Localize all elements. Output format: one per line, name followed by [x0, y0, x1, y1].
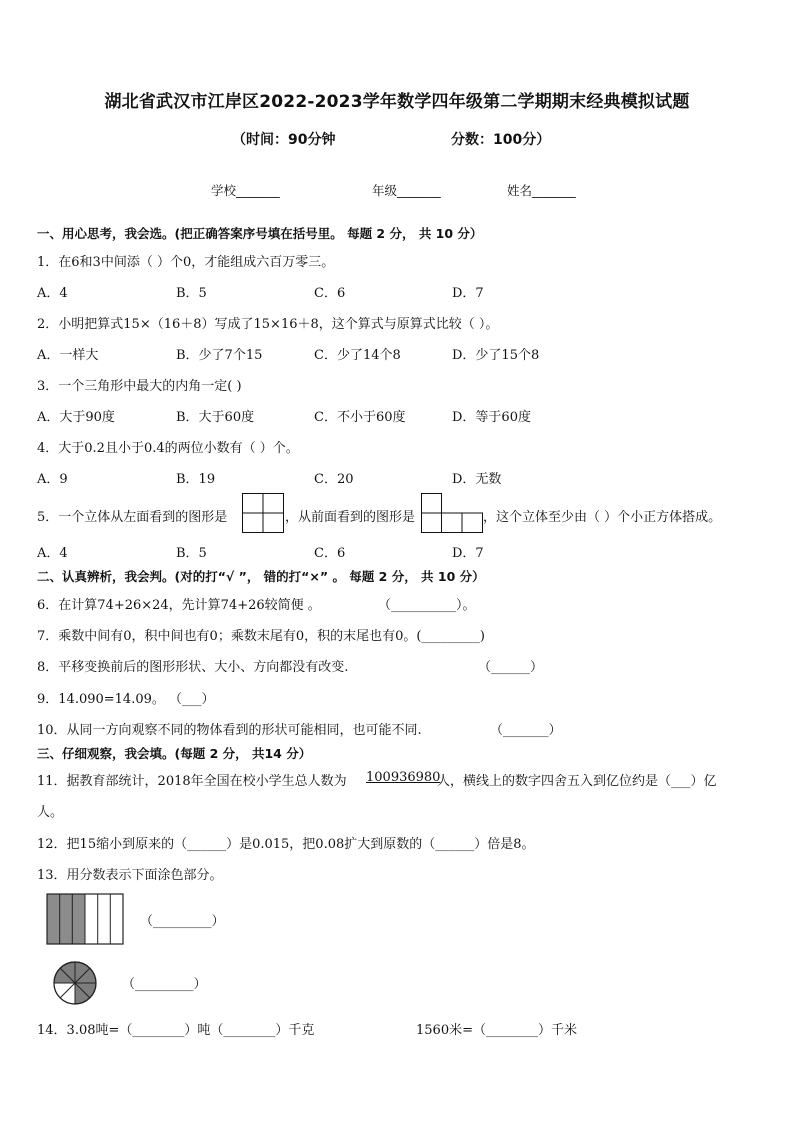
school-field: 学校_______ — [211, 183, 280, 198]
q5-option-d: D．7 — [452, 546, 484, 561]
q1-option-b: B．5 — [176, 286, 207, 301]
exam-time: （时间：90分钟 — [232, 132, 336, 148]
name-field: 姓名_______ — [507, 183, 576, 198]
q3-option-d: D．等于60度 — [452, 410, 531, 425]
question-11-part1: 11．据教育部统计，2018年全国在校小学生总人数为 — [37, 774, 347, 789]
question-13: 13．用分数表示下面涂色部分。 — [37, 868, 223, 883]
question-5-part3: ，这个立体至少由（ ）个小正方体搭成。 — [483, 510, 722, 525]
section3-heading: 三、仔细观察，我会填。(每题 2 分， 共14 分） — [37, 746, 312, 761]
question-11-number: 100936980 — [366, 770, 441, 785]
question-2: 2．小明把算式15×（16＋8）写成了15×16＋8，这个算式与原算式比较（ ）。 — [37, 317, 499, 332]
question-14-part2: 1560米=（________）千米 — [416, 1023, 577, 1038]
q2-option-d: D．少了15个8 — [452, 348, 540, 363]
q2-option-a: A．一样大 — [37, 348, 99, 363]
question-10: 10．从同一方向观察不同的物体看到的形状可能相同，也可能不同. — [37, 723, 422, 738]
q1-option-a: A．4 — [37, 286, 68, 301]
q4-option-b: B．19 — [176, 472, 216, 487]
question-4: 4．大于0.2且小于0.4的两位小数有（ ）个。 — [37, 441, 299, 456]
question-11-part2: 人，横线上的数字四舍五入到亿位约是（___）亿 — [437, 774, 717, 789]
question-5-part2: ，从前面看到的图形是 — [285, 510, 416, 525]
q3-option-a: A．大于90度 — [37, 410, 115, 425]
question-8-blank: （______） — [478, 660, 544, 675]
question-14-part1: 14．3.08吨=（________）吨（________）千克 — [37, 1023, 315, 1038]
question-9: 9．14.090=14.09。 （___） — [37, 692, 215, 707]
q1-option-c: C．6 — [314, 286, 346, 301]
question-6: 6．在计算74+26×24，先计算74+26较简便 。 — [37, 598, 321, 613]
q2-option-b: B．少了7个15 — [176, 348, 263, 363]
front-view-figure — [421, 493, 483, 533]
q3-option-b: B．大于60度 — [176, 410, 255, 425]
grade-field: 年级_______ — [372, 183, 441, 198]
q5-option-a: A．4 — [37, 546, 68, 561]
page-title: 湖北省武汉市江岸区2022-2023学年数学四年级第二学期期末经典模拟试题 — [104, 92, 690, 112]
q4-option-a: A．9 — [37, 472, 68, 487]
q5-option-c: C．6 — [314, 546, 346, 561]
question-1: 1．在6和3中间添（ ）个0，才能组成六百万零三。 — [37, 255, 335, 270]
q3-option-c: C．不小于60度 — [314, 410, 406, 425]
question-10-blank: （_______） — [490, 723, 562, 738]
question-11-part3: 人。 — [37, 805, 64, 820]
q4-option-c: C．20 — [314, 472, 354, 487]
question-5-part1: 5．一个立体从左面看到的图形是 — [37, 510, 228, 525]
question-6-blank: （__________）。 — [378, 598, 476, 613]
question-7: 7．乘数中间有0，积中间也有0；乘数末尾有0，积的末尾也有0。(_________) — [37, 629, 485, 644]
question-13-blank-1: （_________） — [140, 914, 225, 929]
question-8: 8．平移变换前后的图形形状、大小、方向都没有改变. — [37, 660, 349, 675]
question-12: 12．把15缩小到原来的（______）是0.015，把0.08扩大到原数的（______）倍是8。 — [37, 837, 535, 852]
shaded-circle-figure — [52, 960, 98, 1006]
shaded-rectangle-figure — [46, 893, 124, 945]
exam-score: 分数：100分） — [451, 132, 551, 148]
q2-option-c: C．少了14个8 — [314, 348, 401, 363]
section1-heading: 一、用心思考，我会选。(把正确答案序号填在括号里。 每题 2 分， 共 10 分） — [37, 226, 483, 241]
question-3: 3．一个三角形中最大的内角一定( ) — [37, 379, 242, 394]
q5-option-b: B．5 — [176, 546, 207, 561]
left-view-figure — [242, 493, 284, 533]
q4-option-d: D．无数 — [452, 472, 502, 487]
q1-option-d: D．7 — [452, 286, 484, 301]
question-13-blank-2: （_________） — [122, 977, 207, 992]
section2-heading: 二、认真辨析，我会判。(对的打“√ ”， 错的打“×” 。 每题 2 分， 共 10 分） — [37, 569, 485, 584]
